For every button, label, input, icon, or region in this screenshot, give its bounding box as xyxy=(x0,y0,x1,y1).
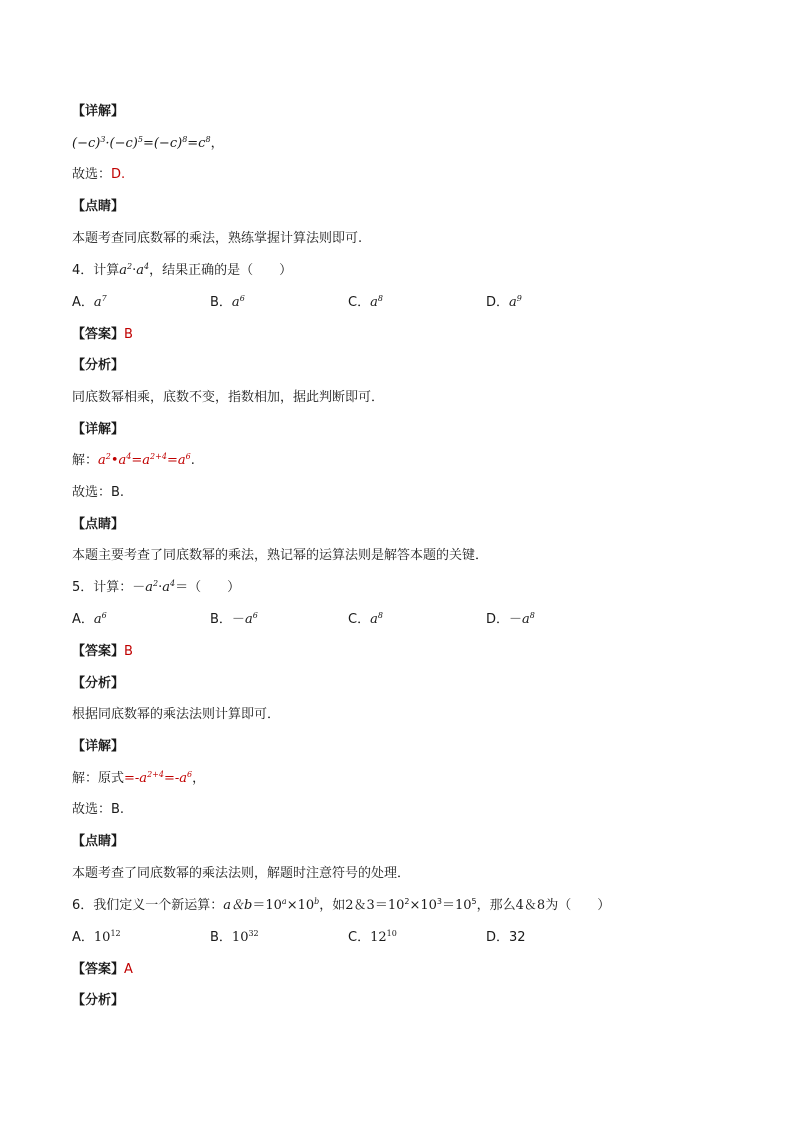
q6-option-b: B．$10^{32}$ xyxy=(210,929,259,945)
q4-comment-text: 本题主要考查了同底数幂的乘法，熟记幂的运算法则是解答本题的关键． xyxy=(72,548,489,563)
q6-analysis-heading: 【分析】 xyxy=(72,993,125,1008)
q4-comment-heading: 【点睛】 xyxy=(72,517,125,532)
q4-option-d: D．$a^9$ xyxy=(486,294,522,310)
q4-detail-heading: 【详解】 xyxy=(72,422,125,437)
q5-option-c: C．$a^8$ xyxy=(348,611,383,627)
q4-stem: 4．计算$a^2\cdot a^4$，结果正确的是（ ） xyxy=(72,262,293,278)
q6-option-d: D．32 xyxy=(486,930,526,945)
q6-option-c: C．$12^{10}$ xyxy=(348,929,397,945)
q3-detail-expression: $(-c)^3\cdot(-c)^5=(-c)^8=c^8$， xyxy=(72,135,224,151)
q4-option-b: B．$a^6$ xyxy=(210,294,245,310)
q4-choice-line: 故选：B. xyxy=(72,485,125,500)
q5-option-d: D．$-a^8$ xyxy=(486,611,535,627)
q6-stem: 6．我们定义一个新运算：a＆$b=10^a\times 10^b$，如2＆$3=10^2\times 10^3=10^5$，那么4＆8为（ ） xyxy=(72,897,611,913)
q5-option-b: B．$-a^6$ xyxy=(210,611,258,627)
q4-option-c: C．$a^8$ xyxy=(348,294,383,310)
q5-comment-heading: 【点睛】 xyxy=(72,834,125,849)
q6-option-a: A．$10^{12}$ xyxy=(72,929,121,945)
q4-options xyxy=(72,294,722,312)
q5-comment-text: 本题考查了同底数幂的乘法法则，解题时注意符号的处理． xyxy=(72,866,411,881)
q3-comment-heading: 【点睛】 xyxy=(72,199,125,214)
q4-analysis-text: 同底数幂相乘，底数不变，指数相加，据此判断即可． xyxy=(72,390,385,405)
q4-option-a: A．$a^7$ xyxy=(72,294,107,310)
q4-solution: 解：$a^2•a^4=a^{2+4}=a^6$. xyxy=(72,452,195,468)
q5-stem: 5．计算：$-a^2\cdot a^4=$（ ） xyxy=(72,579,241,595)
q5-answer-line: 【答案】B xyxy=(72,644,133,659)
q4-answer-line: 【答案】B xyxy=(72,327,133,342)
q5-option-a: A．$a^6$ xyxy=(72,611,107,627)
q3-comment-text: 本题考查同底数幂的乘法，熟练掌握计算法则即可. xyxy=(72,231,363,246)
q4-analysis-heading: 【分析】 xyxy=(72,358,125,373)
q5-detail-heading: 【详解】 xyxy=(72,739,125,754)
q5-analysis-heading: 【分析】 xyxy=(72,676,125,691)
q3-choice-line: 故选：D. xyxy=(72,167,126,182)
q5-analysis-text: 根据同底数幂的乘法法则计算即可． xyxy=(72,707,281,722)
q3-detail-heading: 【详解】 xyxy=(72,104,125,119)
q6-options xyxy=(72,929,722,947)
q6-answer-line: 【答案】A xyxy=(72,962,133,977)
q5-options xyxy=(72,611,722,629)
q5-choice-line: 故选：B. xyxy=(72,802,125,817)
q5-solution: 解：原式$=-a^{2+4}=-a^6$， xyxy=(72,770,206,786)
